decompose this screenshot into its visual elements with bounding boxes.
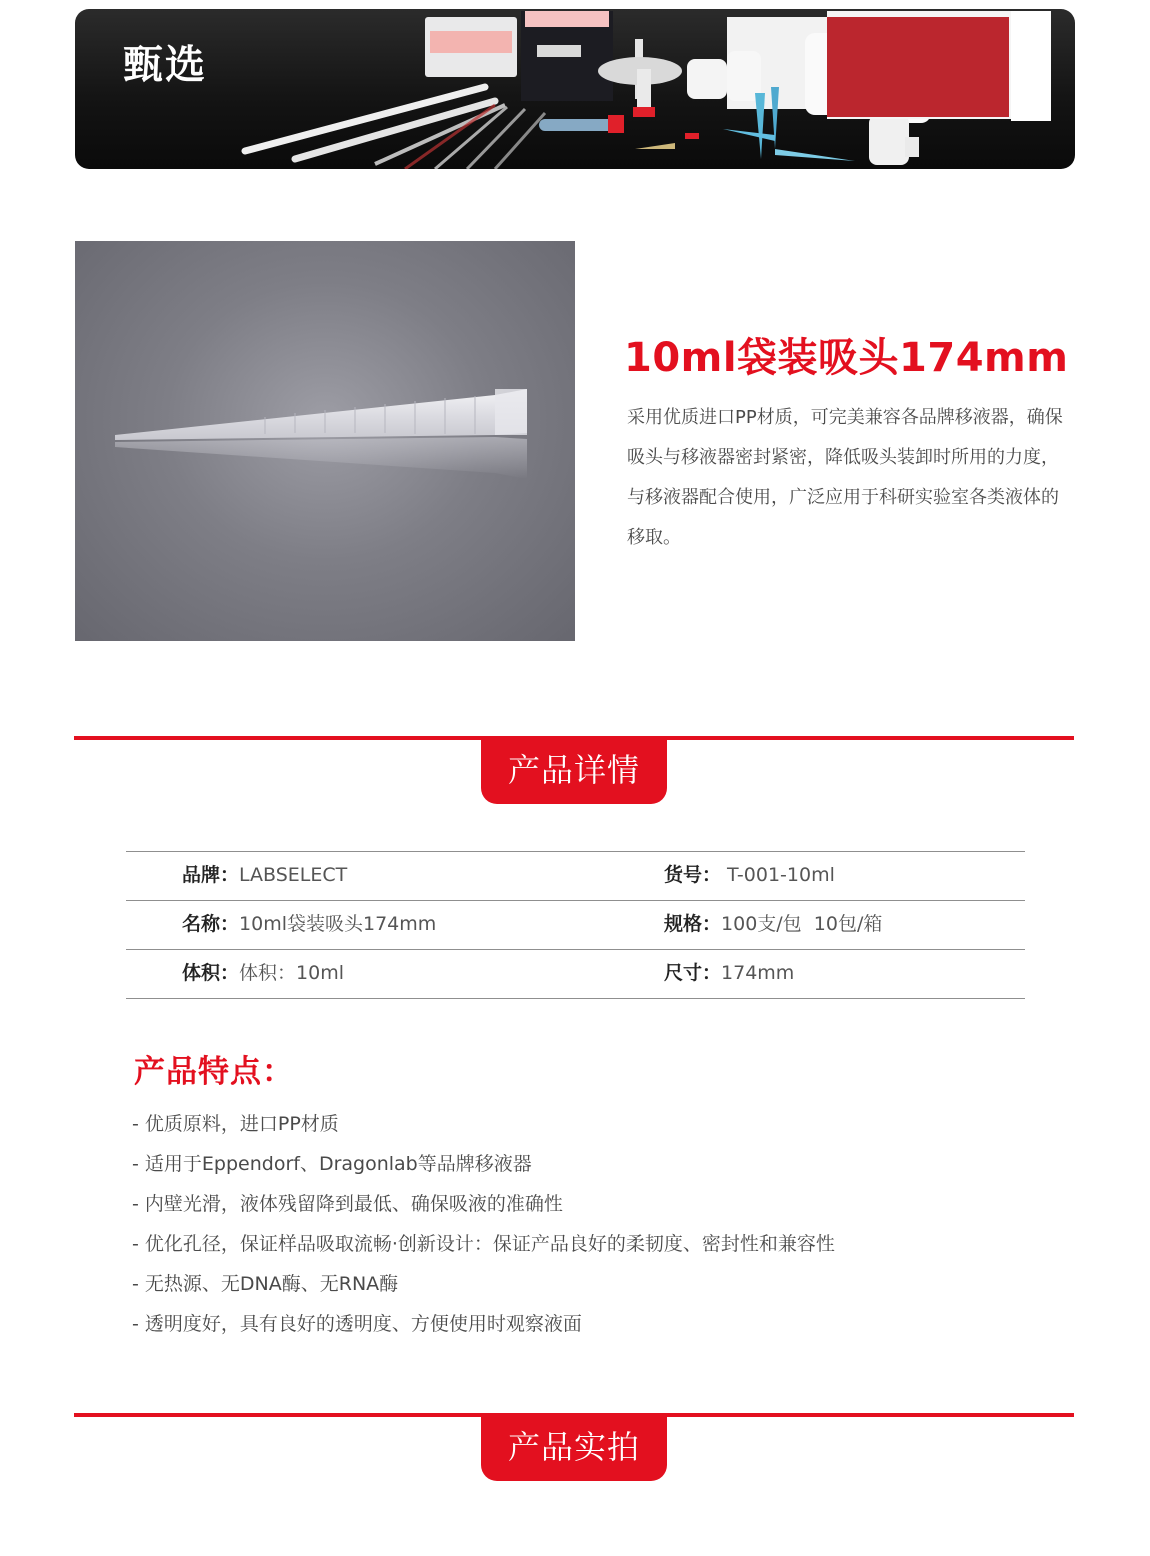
- list-item: - 无热源、无DNA酶、无RNA酶: [132, 1273, 399, 1295]
- spec-label: 尺寸：: [664, 962, 722, 984]
- specs-table: [126, 851, 1025, 999]
- spec-value: LABSELECT: [239, 864, 348, 886]
- list-item: - 适用于Eppendorf、Dragonlab等品牌移液器: [132, 1153, 532, 1175]
- table-row: [126, 900, 1025, 949]
- spec-label: 货号：: [664, 864, 722, 886]
- spec-label: 品牌：: [182, 864, 240, 886]
- spec-value: 174mm: [721, 962, 795, 984]
- spec-value: 体积：10ml: [239, 962, 344, 984]
- spec-value: T-001-10ml: [721, 864, 835, 886]
- list-item: - 透明度好，具有良好的透明度、方便使用时观察液面: [132, 1313, 582, 1335]
- spec-label: 体积：: [182, 962, 240, 984]
- list-item: - 优质原料，进口PP材质: [132, 1113, 339, 1135]
- section-header-details: 产品详情: [481, 738, 667, 804]
- spec-value: 10ml袋装吸头174mm: [239, 913, 437, 935]
- features-title: 产品特点：: [134, 1054, 294, 1090]
- features-list: [132, 1104, 835, 1344]
- spec-label: 名称：: [182, 913, 240, 935]
- brand-logo-text: 甄选: [123, 42, 207, 88]
- list-item: - 优化孔径，保证样品吸取流畅·创新设计：保证产品良好的柔韧度、密封性和兼容性: [132, 1233, 835, 1255]
- table-row: [126, 949, 1025, 999]
- list-item: - 内壁光滑，液体残留降到最低、确保吸液的准确性: [132, 1193, 563, 1215]
- table-row: [126, 851, 1025, 900]
- product-photo: [75, 241, 575, 641]
- pipette-tip-image: [75, 241, 575, 641]
- product-title: 10ml袋装吸头174mm: [624, 335, 1069, 381]
- spec-value: 100支/包 10包/箱: [721, 913, 883, 935]
- spec-label: 规格：: [664, 913, 722, 935]
- lab-products-illustration: [75, 9, 1075, 169]
- header-banner: [75, 9, 1075, 169]
- product-description: 采用优质进口PP材质，可完美兼容各品牌移液器，确保吸头与移液器密封紧密，降低吸头装卸时所用的力度，与移液器配合使用，广泛应用于科研实验室各类液体的移取。: [627, 407, 1063, 548]
- section-header-photos: 产品实拍: [481, 1415, 667, 1481]
